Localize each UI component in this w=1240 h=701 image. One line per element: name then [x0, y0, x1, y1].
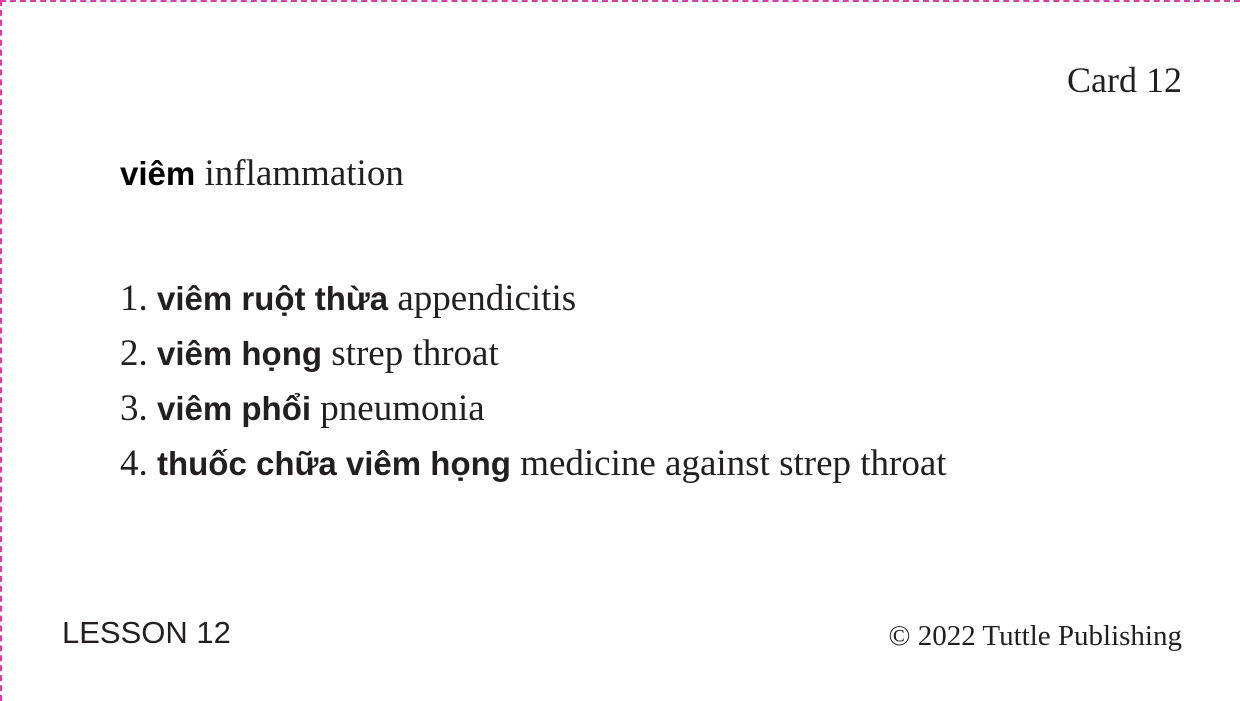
list-item: [120, 271, 947, 326]
card-number: Card 12: [1067, 60, 1182, 100]
list-item: [120, 326, 947, 381]
example-english: medicine against strep throat: [520, 443, 947, 484]
example-number: 3.: [120, 388, 148, 429]
example-vietnamese: viêm phổi: [157, 390, 312, 427]
example-english: appendicitis: [397, 278, 577, 319]
example-number: 1.: [120, 278, 148, 319]
example-vietnamese: viêm họng: [157, 335, 323, 372]
example-vietnamese: thuốc chữa viêm họng: [157, 445, 511, 482]
headword-vietnamese: viêm: [120, 155, 196, 192]
example-number: 4.: [120, 443, 148, 484]
example-vietnamese: viêm ruột thừa: [157, 280, 389, 317]
list-item: [120, 381, 947, 436]
lesson-label: LESSON 12: [62, 615, 231, 650]
copyright-notice: © 2022 Tuttle Publishing: [888, 620, 1182, 652]
headword-entry: [120, 152, 404, 196]
example-number: 2.: [120, 333, 148, 374]
headword-english: inflammation: [204, 153, 404, 194]
example-english: strep throat: [331, 333, 499, 374]
example-list: [120, 271, 947, 491]
example-english: pneumonia: [320, 388, 485, 429]
list-item: [120, 436, 947, 491]
